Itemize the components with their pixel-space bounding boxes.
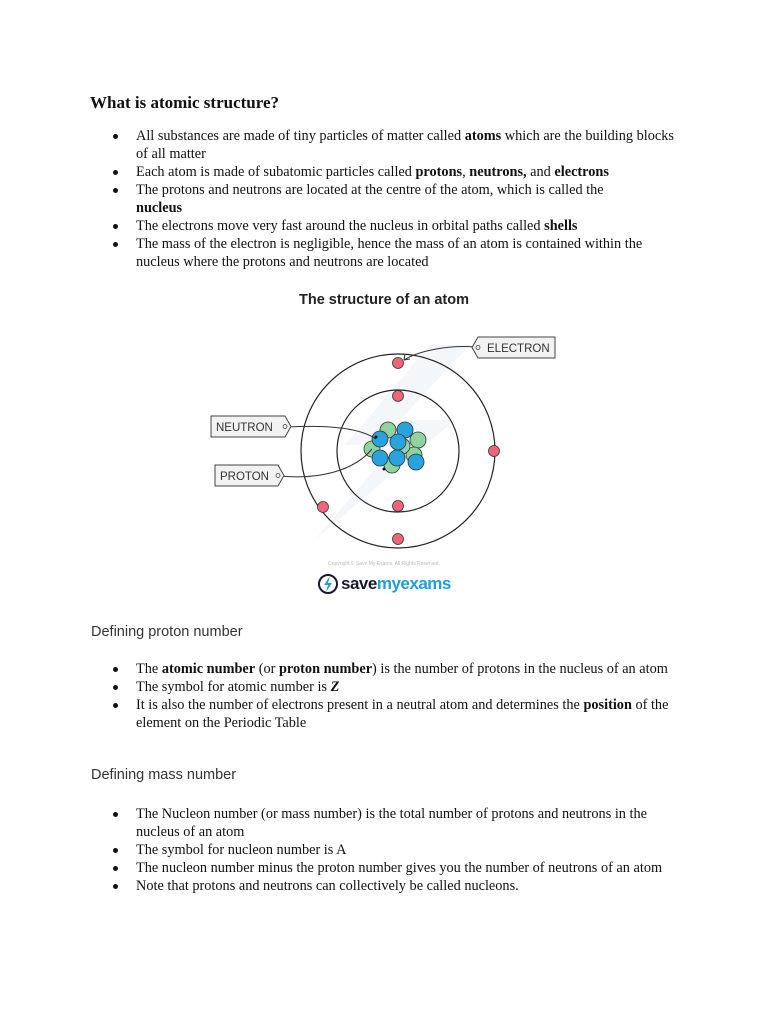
list-item: It is also the number of electrons present in a neutral atom and determines the position of the element on the Periodic Table [90,696,680,732]
electron-label-text: ELECTRON [487,343,550,355]
list-item: All substances are made of tiny particles of matter called atoms which are the building blocks of all matter [90,127,680,163]
electron-label [472,337,555,358]
proton-label-text: PROTON [220,471,269,483]
neutron-highlight [383,468,386,471]
lightning-bolt-icon [318,574,338,594]
proton [389,450,405,466]
list-item: The mass of the electron is negligible, hence the mass of an atom is contained within the nucleus where the protons and neutrons are located [90,235,680,271]
electron [393,358,404,369]
neutron [410,432,426,448]
figure-title: The structure of an atom [299,292,469,308]
proton [390,434,406,450]
list-item: The protons and neutrons are located at the centre of the atom, which is called the nucleus [90,181,612,217]
proton [408,454,424,470]
mass-bullet-list [90,805,680,895]
list-item: The nucleon number minus the proton number gives you the number of neutrons of an atom [90,859,680,877]
proton-bullet-list [90,660,680,732]
proton [372,431,388,447]
electron [393,501,404,512]
proton [372,450,388,466]
electron [393,534,404,545]
list-item: Note that protons and neutrons can collectively be called nucleons. [90,877,680,895]
electron [393,391,404,402]
list-item: The Nucleon number (or mass number) is the total number of protons and neutrons in the nucleus of an atom [90,805,680,841]
electron [489,446,500,457]
copyright-notice: Copyright © Save My Exams. All Rights Reserved. [328,561,440,567]
list-item: The symbol for atomic number is Z [90,678,680,696]
logo-text: savemyexams [341,574,451,593]
section-heading-mass: Defining mass number [91,767,237,783]
list-item: The atomic number (or proton number) is the number of protons in the nucleus of an atom [90,660,680,678]
neutron-label [211,416,291,437]
proton-leader-line [280,449,372,477]
save-my-exams-logo [318,573,451,595]
proton-label [215,465,284,486]
page-title: What is atomic structure? [90,93,280,112]
electron [318,502,329,513]
list-item: The electrons move very fast around the nucleus in orbital paths called shells [90,217,680,235]
section-heading-proton: Defining proton number [91,624,243,640]
intro-bullet-list [90,127,680,271]
list-item: Each atom is made of subatomic particles called protons, neutrons, and electrons [90,163,680,181]
atom-diagram [0,318,768,558]
neutron-label-text: NEUTRON [216,422,273,434]
list-item: The symbol for nucleon number is A [90,841,680,859]
